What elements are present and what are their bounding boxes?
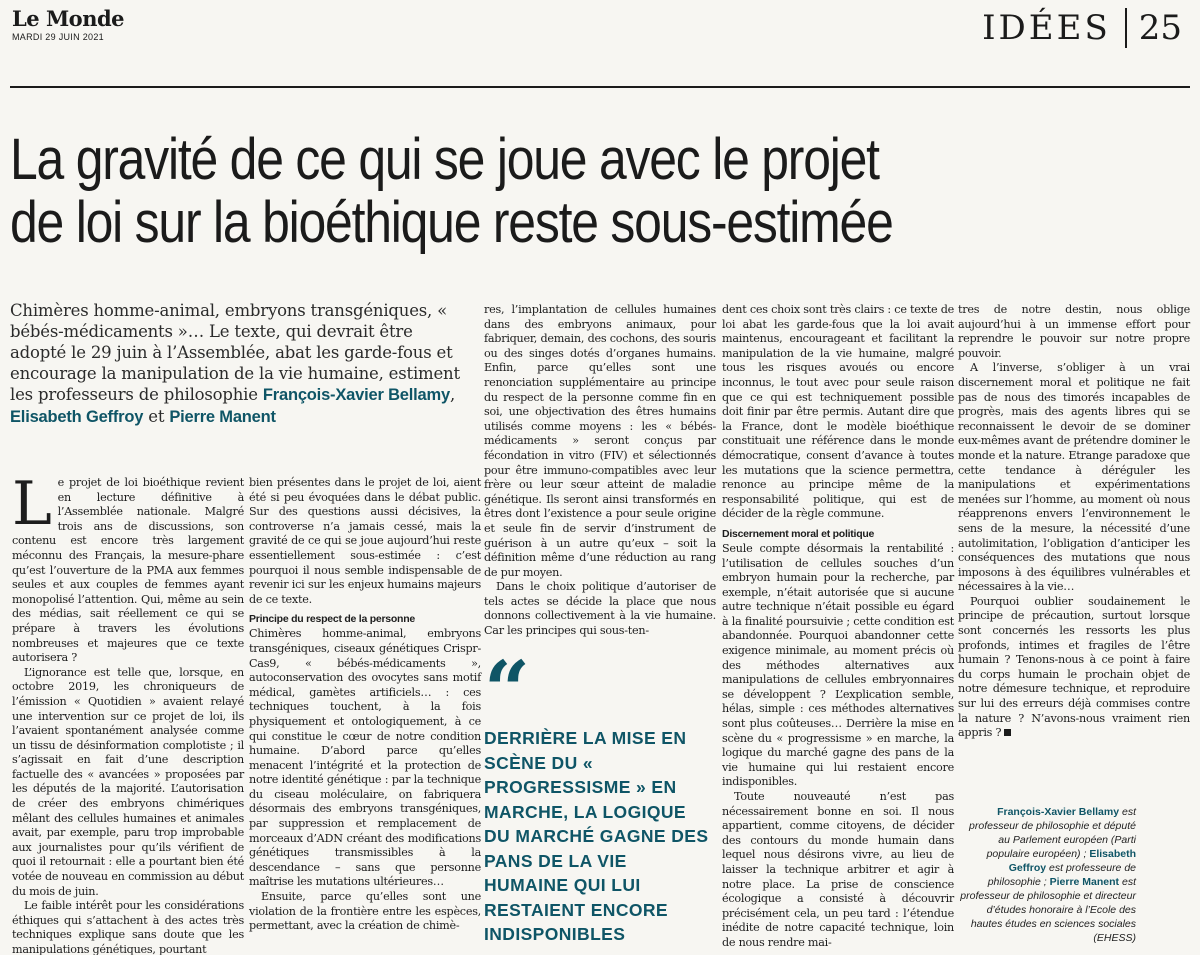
bio-text: est professeure de philosophie ; xyxy=(987,862,1136,888)
masthead xyxy=(12,6,124,42)
article-standfirst xyxy=(10,300,460,428)
section-name: IDÉES xyxy=(982,8,1111,48)
article-column-4 xyxy=(722,303,954,951)
closing-paragraph-text: Pourquoi oublier soudainement le principe de précaution, surtout lorsque sont concernés les ressorts les plus profonds, intimes et fragiles de l’être humain ? Tenons-nous à ce point à faire du corps humain le prochain objet de notre démesure technique, et reproduire sur lui des erreurs déjà commises contre la nature ? N’avons-nous vraiment rien appris ? xyxy=(958,594,1190,740)
paragraph xyxy=(958,595,1190,741)
paragraph: Dans le choix politique d’autoriser de tels actes se décide la place que nous donnons collectivement à la vie humaine. Car les principes qui sous-ten- xyxy=(484,580,716,638)
paragraph: A l’inverse, s’obliger à un vrai discernement moral et politique ne fait pas de nous des timorés incapables de progrès, mais des agents libres qui se reconnaissent le devoir de se dominer eux-mêmes avant de prétendre dominer le monde et la nature. Etrange paradoxe que cette tendance à déréguler les manipulations et expérimentations menées sur l’homme, au moment où nous réapprenons envers l’environnement le sens de la mesure, la nécessité d’une autolimitation, l’obligation d’anticiper les conséquences des mutations que nous imposons à des équilibres vulnérables et nécessaires à la vie… xyxy=(958,361,1190,594)
author-name: François-Xavier Bellamy xyxy=(262,386,450,404)
article-column-3 xyxy=(484,303,716,639)
bio-text: est professeur de philosophie et directeur d’études honoraire à l’Ecole des hautes études en sciences sociales (EHESS) xyxy=(960,876,1136,944)
pull-quote-text: DERRIÈRE LA MISE EN SCÈNE DU « PROGRESSISME » EN MARCHE, LA LOGIQUE DU MARCHÉ GAGNE DES PANS DE LA VIE HUMAINE QUI LUI RESTAIENT ENCORE INDISPONIBLES xyxy=(484,728,709,944)
paragraph: Chimères homme-animal, embryons transgéniques, ciseaux génétiques Crispr-Cas9, « bébés-médicaments », autoconservation des ovocytes sans motif médical, gamètes artificiels… : ces techniques touchent, à la fois physiquement et ontologiquement, à ce qui constitue le cœur de notre condition humaine. D’abord parce qu’elles menacent l’intégrité et la protection de notre identité génétique : par la technique du ciseau moléculaire, on fabriquera désormais des embryons transgéniques, par suppression et remplacement de morceaux d’ADN créant des modifications génétiques transmissibles à la descendance – sans que personne maîtrise les mutations ultérieures… xyxy=(249,627,481,889)
paragraph: e projet de loi bioéthique revient en lecture définitive à l’Assemblée nationale. Malgré trois ans de discussions, son contenu est encore très largement méconnu des Français, la mesure-phare qu’est l’ouverture de la PMA aux femmes seules et aux couples de femmes ayant monopolisé l’attention. Qui, même au sein des médias, sait réellement ce qui se prépare à travers les évolutions nombreuses et majeures que ce texte autorisera ? xyxy=(12,476,244,665)
bio-name: Elisabeth Geffroy xyxy=(1008,848,1136,874)
article-column-1 xyxy=(12,469,244,955)
paragraph: Ensuite, parce qu’elles sont une violation de la frontière entre les espèces, permettant, avec la création de chimè- xyxy=(249,890,481,933)
standfirst-and: et xyxy=(143,407,170,426)
paragraph: Toute nouveauté n’est pas nécessairement bonne en soi. Il nous appartient, comme citoyens, de décider des contours du monde humain dans lequel nous désirons vivre, au lieu de laisser la technique arbitrer et agir à notre place. La prise de conscience écologique a consisté à découvrir précisément cela, un peu tard : l’étendue inédite de notre capacité technique, loin de nous rendre mai- xyxy=(722,790,954,949)
paragraph: bien présentes dans le projet de loi, aient été si peu évoquées dans le débat public. Sur des questions aussi décisives, la controverse n’a jamais cessé, mais la gravité de ce qui se joue aujourd’hui reste essentiellement sous-estimée : c’est pourquoi il nous semble indispensable de revenir ici sur les enjeux humains majeurs de ce texte. xyxy=(249,476,481,606)
newspaper-logo: Le Monde xyxy=(12,6,125,31)
standfirst-comma: , xyxy=(449,385,455,404)
bio-name: Pierre Manent xyxy=(1049,876,1120,888)
pull-quote xyxy=(484,643,709,947)
paragraph: Seule compte désormais la rentabilité : l’utilisation de cellules souches d’un embryon humain pour la recherche, par exemple, n’était autorisée que si aucune autre technique n’était possible eu égard à la finalité poursuivie ; cette condition est abandonnée. Pourquoi abandonner cette exigence minimale, au moment précis où des méthodes alternatives aux manipulations de cellules embryonnaires se développent ? L’explication semble, hélas, simple : ces méthodes alternatives sont plus coûteuses… Derrière la mise en scène du « progressisme » en marche, la logique du marché gagne des pans de la vie humaine qui lui restaient encore indisponibles. xyxy=(722,541,954,789)
article-headline xyxy=(10,128,1025,254)
article-column-5 xyxy=(958,303,1190,741)
article-column-2 xyxy=(249,476,481,934)
paragraph: dent ces choix sont très clairs : ce texte de loi abat les garde-fous que la loi avait maintenus, encourageant et facilitant la manipulation de la vie humaine, malgré tous les risques avoués ou encore inconnus, le tout avec pour seule raison que ce qui est techniquement possible doit finir par être permis. Autant dire que la France, dont le modèle bioéthique constituait une référence dans le monde démocratique, consent d’avance à toutes les mutations que la science permettra, renonce au principe même de la responsabilité politique, qui est de décider de la règle commune. xyxy=(722,303,954,521)
paragraph: res, l’implantation de cellules humaines dans des embryons animaux, pour fabriquer, demain, des cochons, des souris ou des singes dotés d’organes humains. Enfin, parce qu’elles sont une renonciation supplémentaire au principe du respect de la personne comme fin en soi, une objectivation des êtres humains utilisés comme moyens : les « bébés-médicaments » seront conçus par fécondation in vitro (FIV) et sélectionnés pour être immuno-compatibles avec leur frère ou leur sœur atteint de maladie génétique. Ils seront ainsi transformés en êtres dont l’existence a pour seule origine et seule fin de servir d’instrument de guérison à un autre qu’eux – soit la définition même d’une réduction au rang de pur moyen. xyxy=(484,303,716,579)
headline-line-2: de loi sur la bioéthique reste sous-estimée xyxy=(10,190,893,255)
header-rule xyxy=(10,86,1190,88)
section-divider xyxy=(1125,8,1127,48)
author-name: Pierre Manent xyxy=(169,408,276,426)
paragraph: L’ignorance est telle que, lorsque, en octobre 2019, les chroniqueurs de l’émission « Quotidien » avaient relayé une intervention sur ce projet de loi, ils l’avaient spontanément analysée comme un tissu de désinformation complotiste ; il s’agissait en fait d’une description factuelle des « avancées » proposées par les députés de la majorité. L’autorisation de créer des embryons chimériques mêlant des cellules humaines et animales avait, par exemple, paru trop improbable aux journalistes pour qu’ils vérifient de quoi il retournait : elle a pourtant bien été votée de nouveau en commission au début du mois de juin. xyxy=(12,665,244,898)
bio-text: est professeur de philosophie et député au Parlement européen (Parti populaire européen) ; xyxy=(969,806,1136,860)
bio-name: François-Xavier Bellamy xyxy=(997,806,1120,818)
author-name: Elisabeth Geffroy xyxy=(10,408,144,426)
end-mark-icon xyxy=(1004,729,1011,736)
headline-line-1: La gravité de ce qui se joue avec le projet xyxy=(10,127,879,192)
paragraph: Le faible intérêt pour les considérations éthiques qui s’attachent à des actes très techniques explique sans doute que les manipulations génétiques, pourtant xyxy=(12,899,244,955)
issue-date: MARDI 29 JUIN 2021 xyxy=(12,32,104,42)
author-bio xyxy=(958,805,1136,945)
paragraph: tres de notre destin, nous oblige aujourd’hui à un immense effort pour reprendre le pouvoir sur notre propre pouvoir. xyxy=(958,303,1190,360)
section-header xyxy=(982,8,1182,48)
standfirst-text: Chimères homme-animal, embryons transgéniques, « bébés-médicaments »… Le texte, qui devrait être adopté le 29 juin à l’Assemblée, abat les garde-fous et encourage la manipulation de la vie humaine, estiment les professeurs de philosophie xyxy=(10,301,460,404)
subheading: Discernement moral et politique xyxy=(722,527,875,540)
page-number: 25 xyxy=(1138,8,1182,48)
drop-cap: L xyxy=(12,469,52,539)
subheading: Principe du respect de la personne xyxy=(249,613,415,626)
quote-mark-icon: “ xyxy=(484,643,531,737)
